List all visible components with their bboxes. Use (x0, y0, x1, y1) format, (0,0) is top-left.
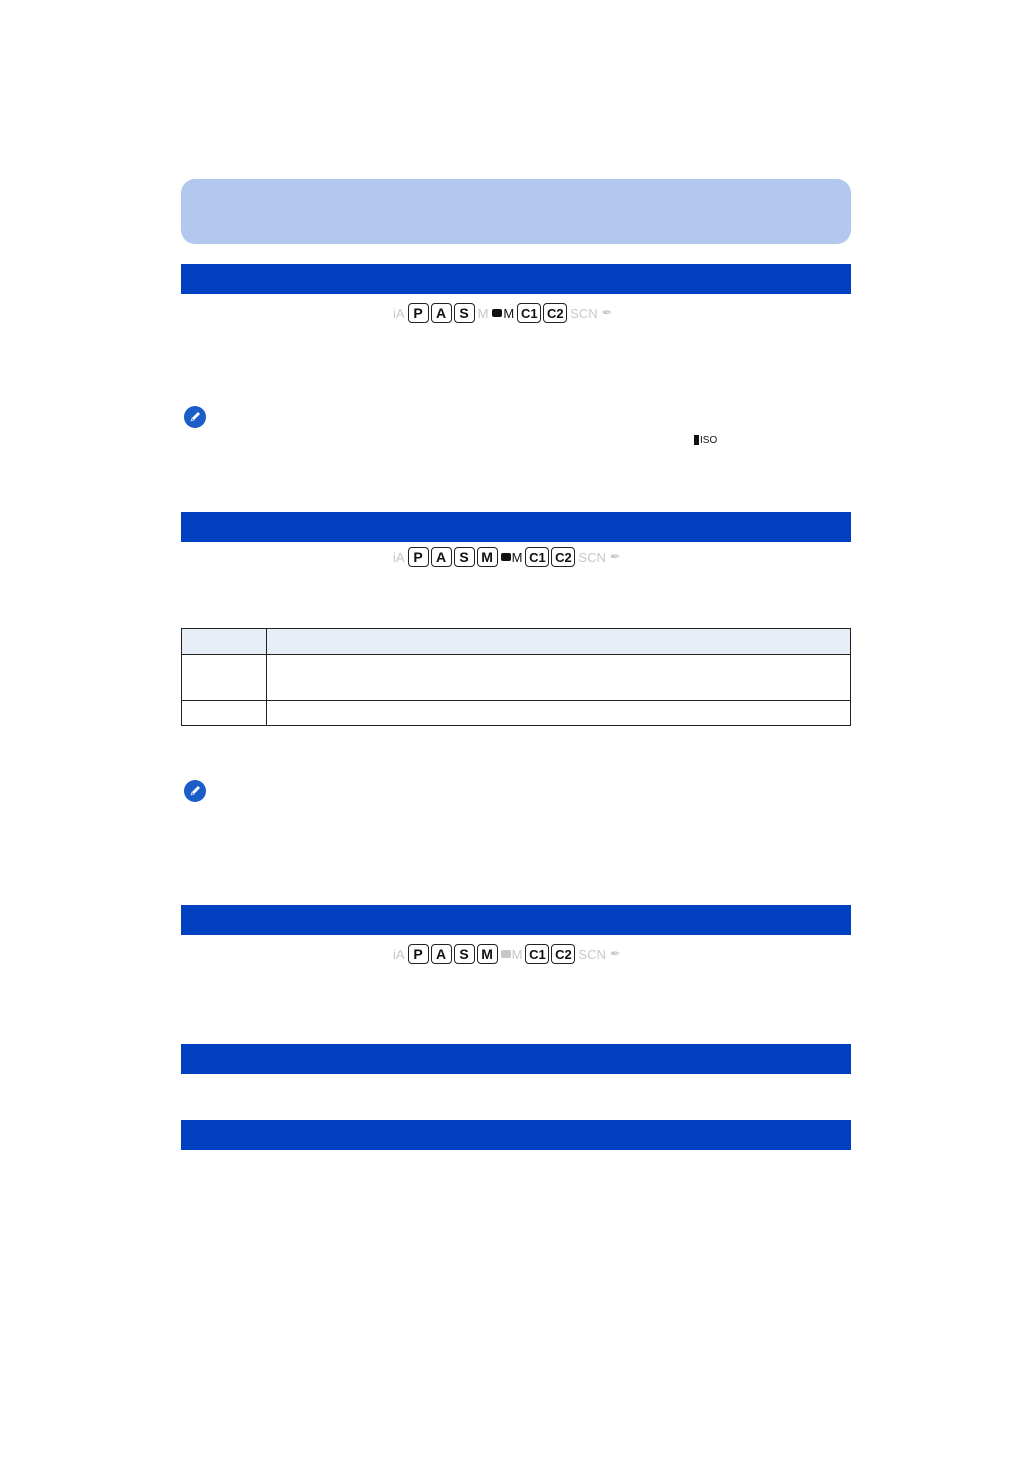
section-bar-1 (181, 264, 851, 294)
movie-camera-icon (501, 950, 511, 958)
mode-a-icon: A (431, 303, 452, 323)
mode-p-icon: P (408, 303, 429, 323)
table-header-cell (182, 629, 267, 655)
iso-icon-label: ISO (700, 434, 718, 446)
mode-c2-icon: C2 (543, 303, 567, 323)
table-header-row (182, 629, 851, 655)
creative-control-icon: ✒ (609, 946, 621, 961)
section-bar-3 (181, 905, 851, 935)
table-cell (267, 701, 851, 726)
section-bar-2 (181, 512, 851, 542)
mode-icons-row-1 (392, 303, 614, 323)
intelligent-iso-icon (694, 434, 717, 446)
table-cell (182, 701, 267, 726)
table-cell (182, 655, 267, 701)
mode-ia-icon: iA (393, 946, 405, 962)
mode-c1-icon: C1 (525, 944, 549, 964)
settings-table (181, 628, 851, 726)
mode-s-icon: S (454, 547, 475, 567)
table-cell (267, 655, 851, 701)
note-pencil-icon (184, 406, 206, 428)
mode-a-icon: A (431, 547, 452, 567)
note-pencil-icon (184, 780, 206, 802)
mode-c2-icon: C2 (551, 944, 575, 964)
mode-a-icon: A (431, 944, 452, 964)
mode-creative-video-icon: M (500, 944, 524, 964)
page-header-band (181, 179, 851, 244)
section-bar-5 (181, 1120, 851, 1150)
mode-ia-icon: iA (393, 549, 405, 565)
mode-m-icon: M (477, 944, 498, 964)
mode-c1-icon: C1 (517, 303, 541, 323)
mode-scn-icon: SCN (570, 305, 598, 321)
section-bar-4 (181, 1044, 851, 1074)
creative-control-icon: ✒ (601, 305, 613, 320)
table-row (182, 655, 851, 701)
creative-control-icon: ✒ (609, 549, 621, 564)
mode-creative-video-icon: M (491, 303, 515, 323)
mode-scn-icon: SCN (578, 946, 606, 962)
mode-icons-row-3 (392, 944, 622, 964)
mode-creative-video-icon: M (500, 547, 524, 567)
mode-scn-icon: SCN (578, 549, 606, 565)
mode-c1-icon: C1 (525, 547, 549, 567)
table-header-cell (267, 629, 851, 655)
mode-s-icon: S (454, 944, 475, 964)
mode-ia-icon: iA (393, 305, 405, 321)
mode-p-icon: P (408, 547, 429, 567)
mode-p-icon: P (408, 944, 429, 964)
movie-camera-icon (492, 309, 502, 317)
mode-m-icon: M (477, 305, 489, 321)
table-row (182, 701, 851, 726)
mode-icons-row-2 (392, 547, 622, 567)
mode-m-icon: M (477, 547, 498, 567)
mode-c2-icon: C2 (551, 547, 575, 567)
mode-s-icon: S (454, 303, 475, 323)
movie-camera-icon (501, 553, 511, 561)
